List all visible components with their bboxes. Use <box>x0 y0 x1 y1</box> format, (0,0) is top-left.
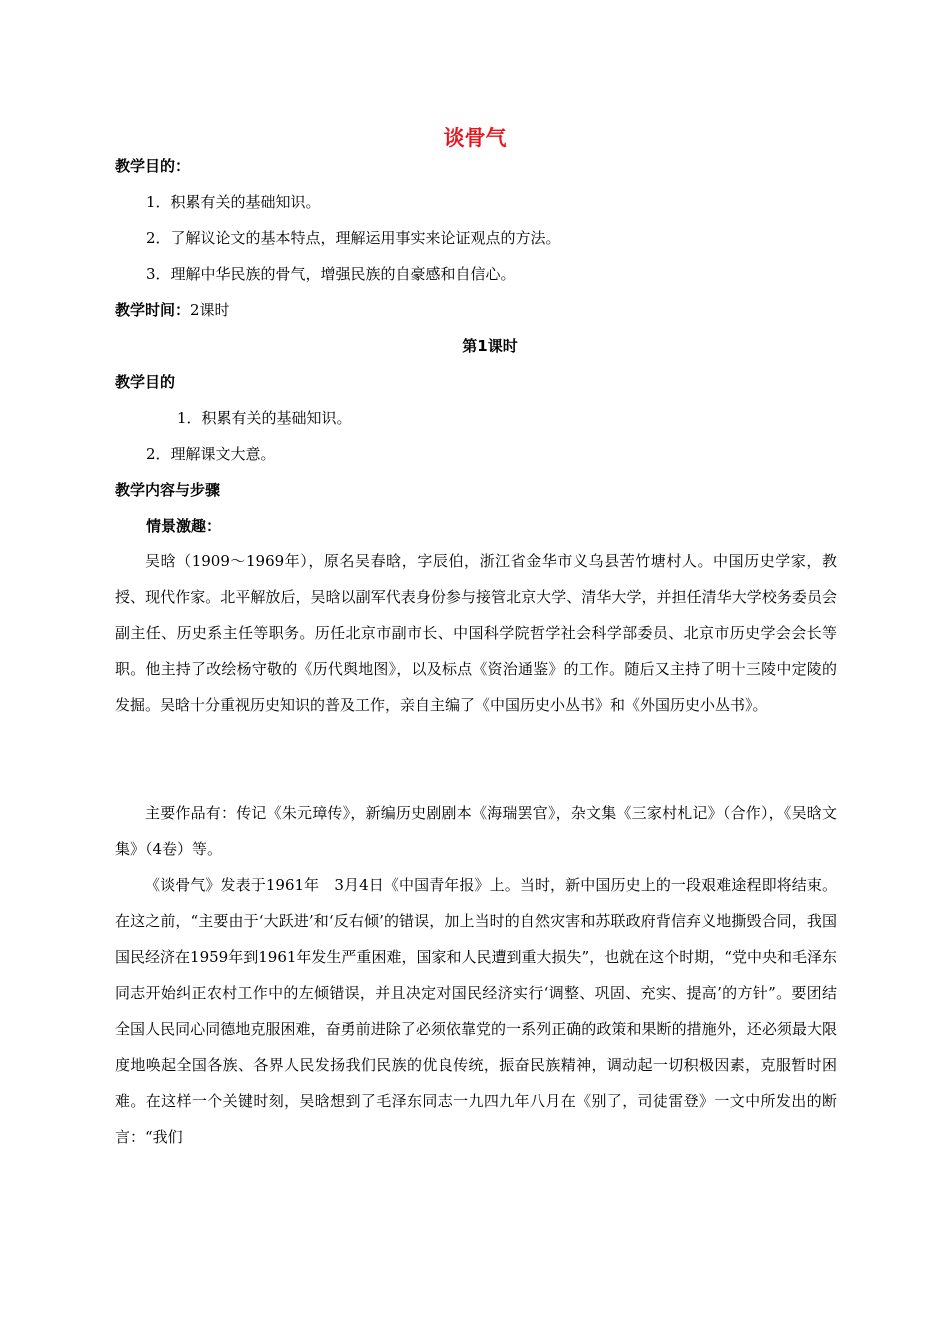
teaching-time <box>115 300 230 320</box>
lesson-objectives-heading: 教学目的 <box>115 373 176 391</box>
lesson-objective-item-1: 1．积累有关的基础知识。 <box>177 409 352 427</box>
objectives-heading: 教学目的： <box>115 157 191 175</box>
intro-heading: 情景激趣： <box>146 517 222 535</box>
objective-item-2: 2．了解议论文的基本特点，理解运用事实来论证观点的方法。 <box>146 229 561 247</box>
lesson-objective-item-2: 2．理解课文大意。 <box>146 445 276 463</box>
teaching-time-label: 教学时间： <box>115 301 191 319</box>
document-title: 谈骨气 <box>443 125 507 150</box>
teaching-time-value: 2课时 <box>190 301 230 319</box>
objective-item-3: 3．理解中华民族的骨气，增强民族的自豪感和自信心。 <box>146 265 516 283</box>
objective-item-1: 1．积累有关的基础知识。 <box>146 193 321 211</box>
lesson-heading: 第1课时 <box>462 337 518 355</box>
body-paragraph-3: 《谈骨气》发表于1961年 3月4日《中国青年报》上。当时，新中国历史上的一段艰难途程即将结束。在这之前，“主要由于‘大跃进’和‘反右倾’的错误，加上当时的自然灾害和苏联政府背信弃义地撕毁合同，我国国民经济在1959年到1961年发生严重困难，国家和人民遭到重大损失”，也就在这个时期，“党中央和毛泽东同志开始纠正农村工作中的左倾错误，并且决定对国民经济实行‘调整、巩固、充实、提高’的方针”。要团结全国人民同心同德地克服困难，奋勇前进除了必须依靠党的一系列正确的政策和果断的措施外，还必须最大限度地唤起全国各族、各界人民发扬我们民族的优良传统，振奋民族精神，调动起一切积极因素，克服暂时困难。在这样一个关键时刻，吴晗想到了毛泽东同志一九四九年八月在《别了，司徒雷登》一文中所发出的断言：“我们 <box>115 876 837 1146</box>
steps-heading: 教学内容与步骤 <box>115 481 221 499</box>
body-paragraph-2: 主要作品有：传记《朱元璋传》，新编历史剧剧本《海瑞罢官》，杂文集《三家村札记》（合作），《吴晗文集》（4卷）等。 <box>115 804 837 858</box>
body-paragraph-1: 吴晗（1909～1969年），原名吴春晗，字辰伯，浙江省金华市义乌县苦竹塘村人。中国历史学家，教授、现代作家。北平解放后，吴晗以副军代表身份参与接管北京大学、清华大学，并担任清华大学校务委员会副主任、历史系主任等职务。历任北京市副市长、中国科学院哲学社会科学部委员、北京市历史学会会长等职。他主持了改绘杨守敬的《历代舆地图》，以及标点《资治通鉴》的工作。随后又主持了明十三陵中定陵的发掘。吴晗十分重视历史知识的普及工作，亲自主编了《中国历史小丛书》和《外国历史小丛书》。 <box>115 552 837 714</box>
